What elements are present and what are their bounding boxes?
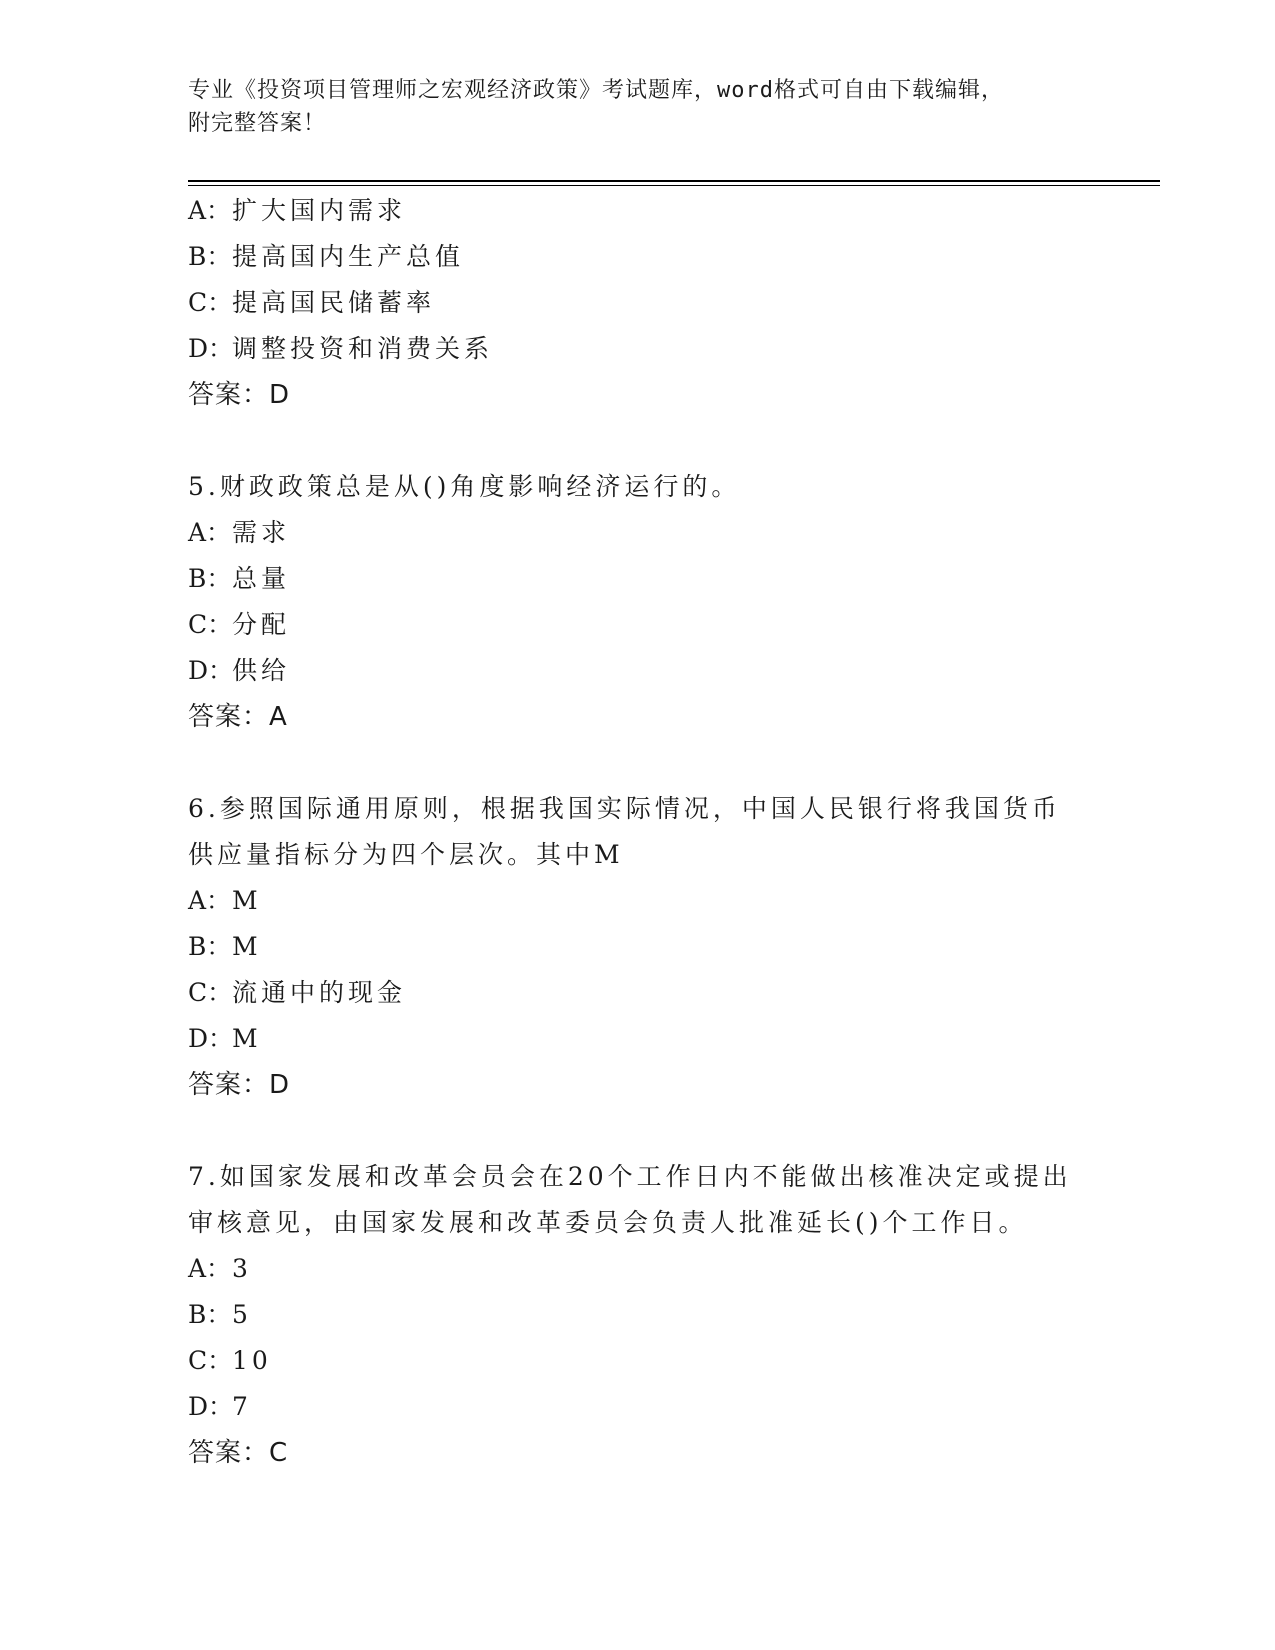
option-c: C：提高国民储蓄率: [188, 288, 436, 317]
question-block-6: [188, 786, 1108, 1108]
question-block-5: [188, 464, 1108, 740]
option-b: B：M: [188, 932, 262, 961]
option-c: C：流通中的现金: [188, 978, 407, 1007]
question-block-4: [188, 188, 1108, 418]
header-divider-thin: [188, 185, 1160, 186]
header-line-1: 专业《投资项目管理师之宏观经济政策》考试题库，word格式可自由下载编辑，: [188, 78, 1004, 103]
question-text: 7.如国家发展和改革会员会在20个工作日内不能做出核准决定或提出: [188, 1162, 1072, 1191]
document-header: [188, 74, 1068, 140]
option-c: C：10: [188, 1346, 272, 1375]
option-d: D：供给: [188, 656, 291, 685]
answer-line: 答案：C: [188, 1438, 289, 1468]
answer-line: 答案：A: [188, 702, 288, 732]
option-d: D：调整投资和消费关系: [188, 334, 494, 363]
option-b: B：5: [188, 1300, 252, 1329]
answer-line: 答案：D: [188, 1070, 291, 1100]
option-b: B：提高国内生产总值: [188, 242, 465, 271]
header-divider: [188, 180, 1160, 182]
option-c: C：分配: [188, 610, 291, 639]
option-a: A：3: [188, 1254, 252, 1283]
question-text: 6.参照国际通用原则，根据我国实际情况，中国人民银行将我国货币: [188, 794, 1061, 823]
question-text: 5.财政政策总是从()角度影响经济运行的。: [188, 472, 741, 501]
option-a: A：需求: [188, 518, 291, 547]
option-a: A：扩大国内需求: [188, 196, 407, 225]
question-text-cont: 供应量指标分为四个层次。其中M: [188, 840, 624, 869]
answer-line: 答案：D: [188, 380, 291, 410]
question-list: [188, 188, 1108, 1476]
option-d: D：7: [188, 1392, 252, 1421]
option-a: A：M: [188, 886, 262, 915]
question-block-7: [188, 1154, 1108, 1476]
header-line-2: 附完整答案！: [188, 111, 327, 136]
option-b: B：总量: [188, 564, 291, 593]
option-d: D：M: [188, 1024, 262, 1053]
question-text-cont: 审核意见，由国家发展和改革委员会负责人批准延长()个工作日。: [188, 1208, 1028, 1237]
